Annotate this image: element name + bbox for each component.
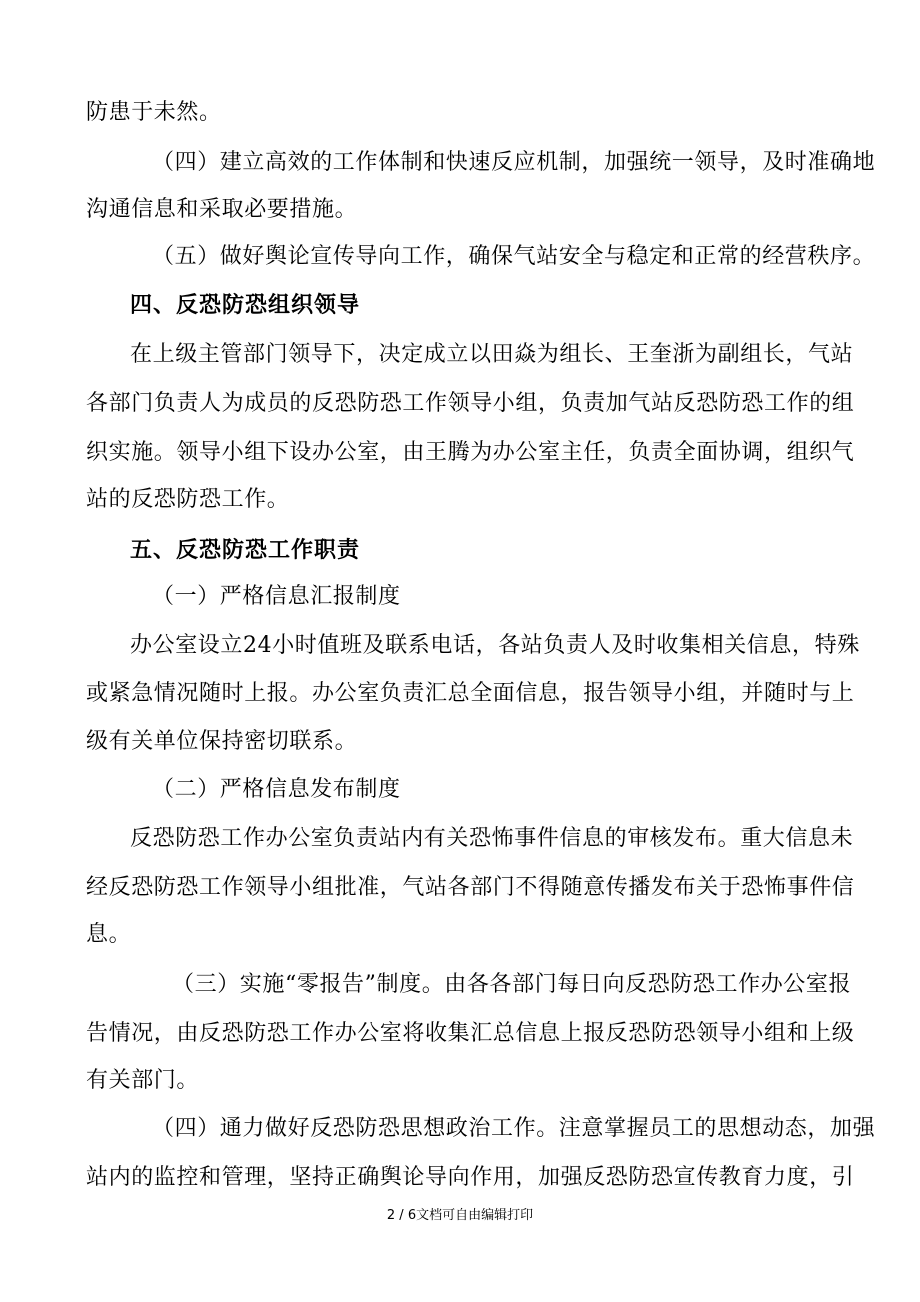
paragraph-line: 各部门负责人为成员的反恐防恐工作领导小组，负责加气站反恐防恐工作的组: [86, 391, 855, 416]
section-heading: 五、反恐防恐工作职责: [130, 538, 361, 563]
paragraph-line: 级有关单位保持密切联系。: [86, 729, 358, 754]
subsection-heading: （二）严格信息发布制度: [152, 777, 401, 802]
paragraph-line: 织实施。领导小组下设办公室，由王腾为办公室主任，负责全面协调，组织气: [86, 440, 855, 465]
paragraph-line: 办公室设立24小时值班及联系电话，各站负责人及时收集相关信息，特殊: [130, 633, 860, 658]
paragraph-line: 站的反恐防恐工作。: [86, 487, 290, 512]
paragraph-line: 告情况，由反恐防恐工作办公室将收集汇总信息上报反恐防恐领导小组和上级: [86, 1021, 855, 1046]
paragraph-line: （四）通力做好反恐防恐思想政治工作。注意掌握员工的思想动态，加强: [152, 1116, 876, 1141]
paragraph-line: 或紧急情况随时上报。办公室负责汇总全面信息，报告领导小组，并随时与上: [86, 681, 855, 706]
paragraph-line: 经反恐防恐工作领导小组批准，气站各部门不得随意传播发布关于恐怖事件信: [86, 875, 855, 900]
paragraph-line: 有关部门。: [86, 1068, 200, 1093]
paragraph-line: 沟通信息和采取必要措施。: [86, 197, 358, 222]
paragraph-line: 息。: [86, 922, 132, 947]
paragraph-line: 反恐防恐工作办公室负责站内有关恐怖事件信息的审核发布。重大信息未: [130, 826, 854, 851]
section-heading: 四、反恐防恐组织领导: [130, 293, 361, 318]
paragraph-line: 在上级主管部门领导下，决定成立以田焱为组长、王奎浙为副组长，气站: [130, 342, 854, 367]
paragraph-line: 防患于未然。: [86, 100, 222, 125]
paragraph-line: 站内的监控和管理，坚持正确舆论导向作用，加强反恐防恐宣传教育力度，引: [86, 1165, 855, 1190]
paragraph-line: （四）建立高效的工作体制和快速反应机制，加强统一领导，及时准确地: [152, 150, 876, 175]
paragraph-line: （三）实施“零报告”制度。由各各部门每日向反恐防恐工作办公室报: [172, 972, 852, 997]
page-footer: 2 / 6文档可自由编辑打印: [386, 1208, 534, 1223]
subsection-heading: （一）严格信息汇报制度: [152, 584, 401, 609]
paragraph-line: （五）做好舆论宣传导向工作，确保气站安全与稳定和正常的经营秩序。: [152, 244, 876, 269]
